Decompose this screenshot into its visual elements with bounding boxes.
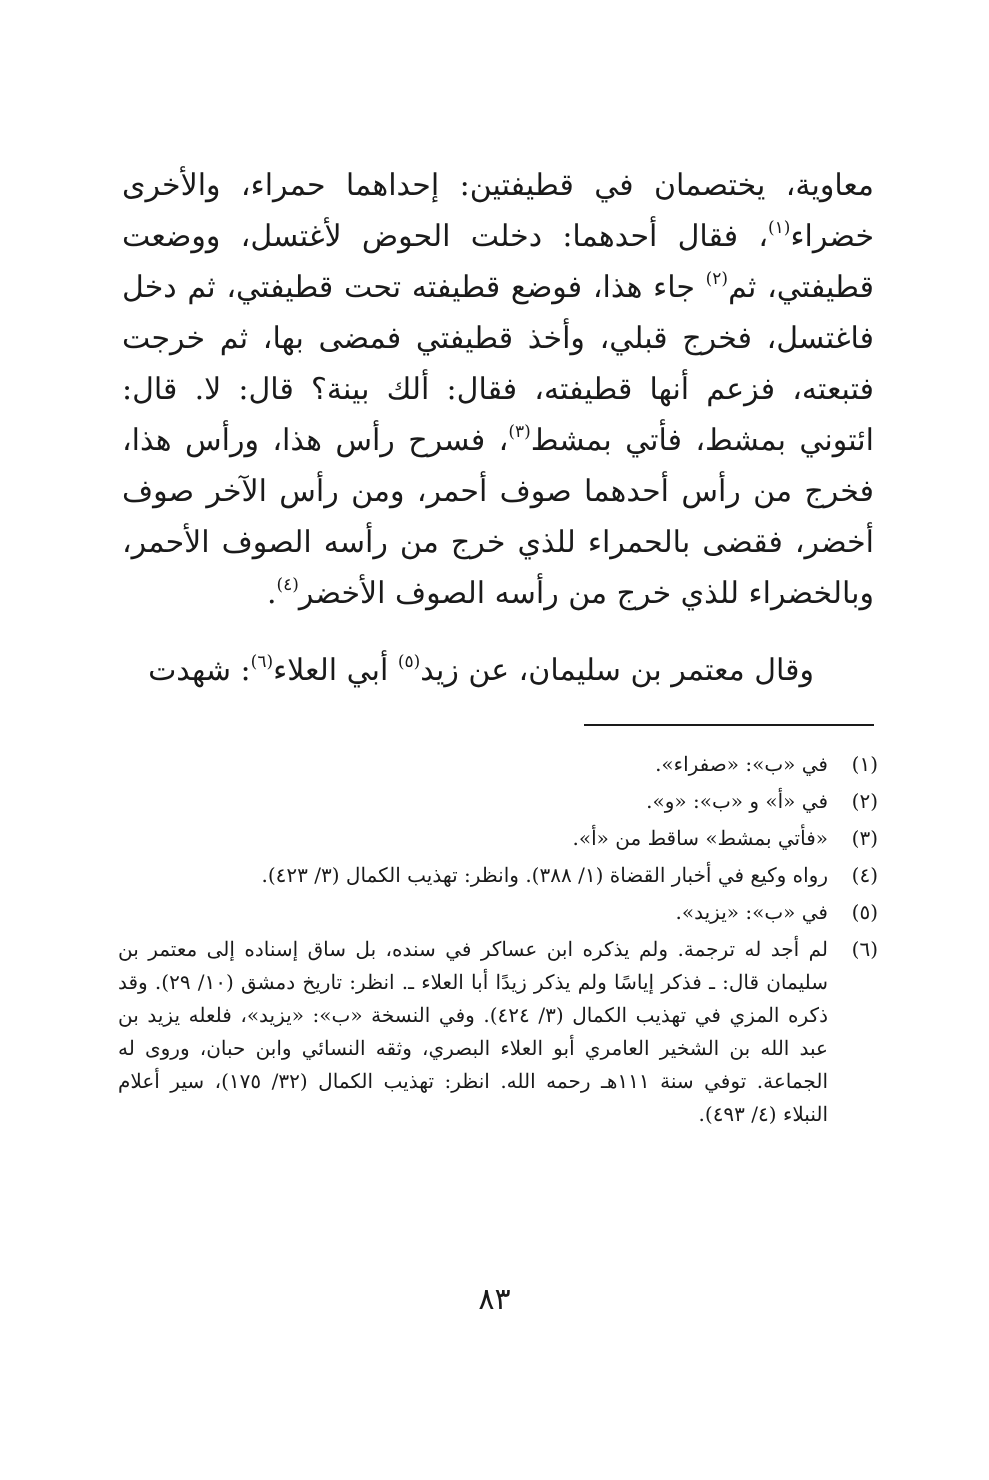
- footnote: [118, 785, 878, 818]
- text-segment: : شهدت: [148, 653, 251, 688]
- footnote-number: (٣): [851, 826, 878, 850]
- footnote-text: «فأتي بمشط» ساقط من «أ».: [572, 826, 828, 850]
- text-segment: ، فسرح رأس هذا، ورأس هذا، فخرج من رأس أحدهما صوف أحمر، ومن رأس الآخر صوف أخضر، فقضى بالحمراء للذي خرج من رأسه الصوف الأحمر، وبالخضراء للذي خرج من رأسه الصوف الأخضر: [122, 423, 874, 611]
- text-segment: أبي العلاء: [273, 653, 398, 688]
- footnote-marker: (٥): [397, 652, 421, 672]
- footnote-marker: (٢): [705, 269, 729, 289]
- footnote-separator: [584, 724, 874, 726]
- footnote: [118, 859, 878, 892]
- footnote-marker: (٦): [250, 652, 274, 672]
- footnote: [118, 933, 878, 1131]
- footnote-text: في «ب»: «يزيد».: [675, 900, 828, 924]
- footnote-text: في «أ» و «ب»: «و».: [646, 789, 828, 813]
- paragraph-1: [122, 160, 874, 619]
- page-number: ٨٣: [478, 1282, 511, 1317]
- paragraph-2: [122, 645, 874, 696]
- footnote-number: (٢): [851, 789, 878, 813]
- text-segment: معاوية، يختصمان في قطيفتين: إحداهما حمراء، والأخرى خضراء: [122, 168, 874, 254]
- footnote-text: لم أجد له ترجمة. ولم يذكره ابن عساكر في سنده، بل ساق إسناده إلى معتمر بن سليمان قال: ـ فذكر إياسًا ولم يذكر زيدًا أبا العلاء ـ. انظر: تاريخ دمشق (١٠/ ٢٩). وقد ذكره المزي في تهذيب الكمال (٣/ ٤٢٤). وفي النسخة «ب»: «يزيد»، فلعله يزيد بن عبد الله بن الشخير العامري أبو العلاء البصري، وثقه النسائي وابن حبان، وروى له الجماعة. توفي سنة ١١١هـ رحمه الله. انظر: تهذيب الكمال (٣٢/ ١٧٥)، سير أعلام النبلاء (٤/ ٤٩٣).: [118, 937, 828, 1126]
- footnote-text: رواه وكيع في أخبار القضاة (١/ ٣٨٨). وانظر: تهذيب الكمال (٣/ ٤٢٣).: [261, 863, 828, 887]
- text-segment: ، فقال أحدهما: دخلت الحوض لأغتسل، ووضعت قطيفتي، ثم: [122, 219, 874, 305]
- footnote-text: في «ب»: «صفراء».: [655, 752, 828, 776]
- footnote-marker: (٤): [276, 575, 299, 595]
- text-segment: جاء هذا، فوضع قطيفته تحت قطيفتي، ثم دخل فاغتسل، فخرج قبلي، وأخذ قطيفتي فمضى بها، ثم خرجت فتبعته، فزعم أنها قطيفته، فقال: ألك بينة؟ قال: لا. قال: ائتوني بمشط، فأتي بمشط: [122, 270, 874, 458]
- main-text: [122, 160, 874, 696]
- footnote-number: (٥): [851, 900, 878, 924]
- footnote-number: (١): [851, 752, 878, 776]
- footnote: [118, 748, 878, 781]
- text-segment: وقال معتمر بن سليمان، عن زيد: [420, 653, 814, 688]
- footnote: [118, 896, 878, 929]
- footnotes: [118, 748, 878, 1135]
- footnote-marker: (٣): [508, 422, 531, 442]
- text-segment: .: [266, 576, 277, 611]
- footnote-marker: (١): [768, 218, 791, 238]
- footnote-number: (٤): [851, 863, 878, 887]
- footnote-number: (٦): [851, 937, 878, 961]
- footnote: [118, 822, 878, 855]
